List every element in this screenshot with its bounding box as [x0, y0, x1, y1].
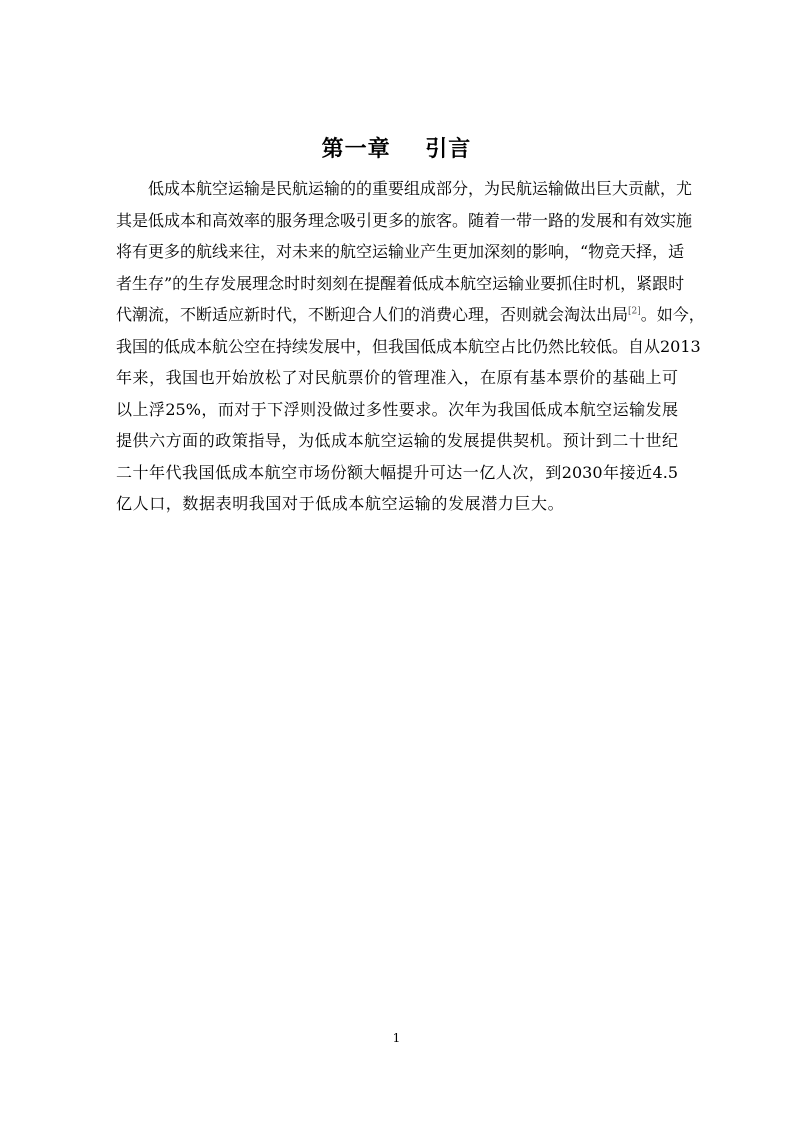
text-line: 者生存”的生存发展理念时时刻刻在提醒着低成本航空运输业要抓住时机，紧跟时	[116, 273, 685, 293]
text-line: 其是低成本和高效率的服务理念吸引更多的旅客。随着一带一路的发展和有效实施	[116, 210, 693, 230]
text-line: 我国的低成本航公空在持续发展中，但我国低成本航空占比仍然比较低。自从2013	[116, 336, 701, 356]
text-line: 提供六方面的政策指导，为低成本航空运输的发展提供契机。预计到二十世纪	[116, 431, 678, 450]
citation-line-after: 。如今，	[640, 305, 705, 324]
text-line-with-citation	[116, 299, 705, 331]
text-line: 低成本航空运输是民航运输的的重要组成部分，为民航运输做出巨大贡献，尤	[148, 179, 693, 198]
text-line: 二十年代我国低成本航空市场份额大幅提升可达一亿人次，到2030年接近4.5	[116, 462, 678, 482]
citation-line-before: 代潮流，不断适应新时代，不断迎合人们的消费心理，否则就会淘汰出局	[116, 305, 629, 324]
chapter-title: 第一章 引言	[321, 137, 472, 162]
text-line: 年来，我国也开始放松了对民航票价的管理准入，在原有基本票价的基础上可	[116, 368, 678, 387]
body-paragraph	[116, 173, 705, 520]
text-line: 以上浮25%，而对于下浮则没做过多性要求。次年为我国低成本航空运输发展	[116, 399, 678, 419]
text-line: 亿人口，数据表明我国对于低成本航空运输的发展潜力巨大。	[116, 494, 565, 513]
text-line: 将有更多的航线来往，对未来的航空运输业产生更加深刻的影响，“物竞天择，适	[116, 242, 685, 261]
citation-reference[interactable]: [2]	[628, 306, 641, 317]
page-number: 1	[392, 1031, 401, 1045]
